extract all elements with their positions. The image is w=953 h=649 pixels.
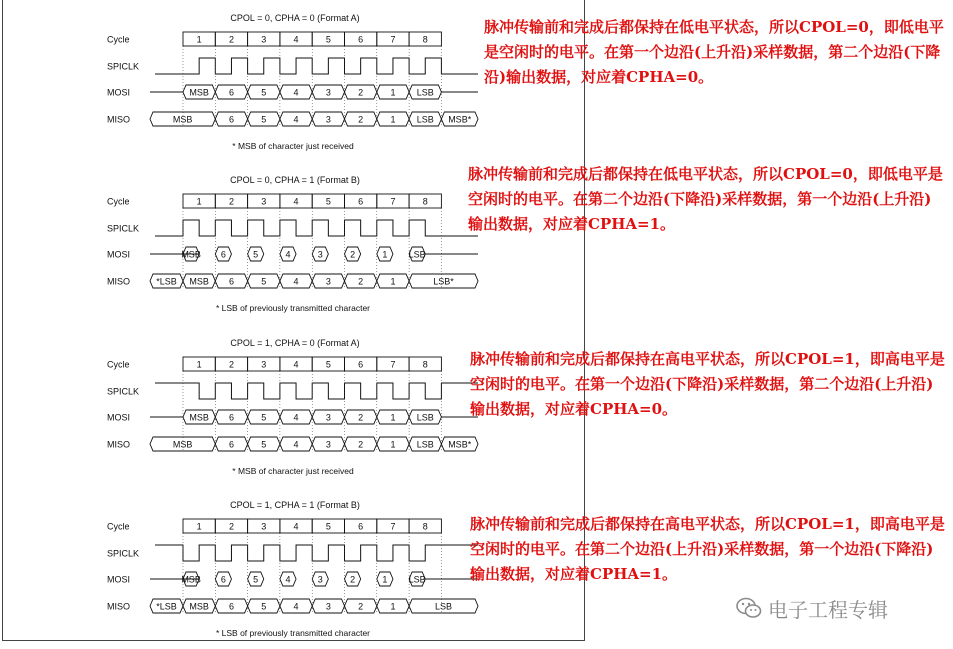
cycle-number: 2 [228,521,234,532]
signal-label-miso: MISO [107,114,131,125]
miso-bit-label: 4 [293,276,299,287]
miso-bit-label: 2 [358,276,364,287]
miso-extra-label: LSB* [433,276,454,287]
miso-bit-label: 1 [390,114,396,125]
diagram-title: CPOL = 0, CPHA = 0 (Format A) [230,13,360,23]
mosi-bit-label: 5 [261,87,267,98]
cycle-number: 5 [325,196,331,207]
cycle-number: 2 [228,196,234,207]
miso-extra-label: MSB* [448,439,472,450]
signal-label-miso: MISO [107,601,131,612]
miso-extra-label: LSB [435,601,453,612]
wechat-icon [736,597,762,619]
mosi-bit-label: 5 [261,412,267,423]
cycle-number: 3 [261,521,267,532]
mosi-bit-label: 2 [358,412,364,423]
miso-bit-label: LSB [416,114,434,125]
cycle-number: 2 [228,359,234,370]
mosi-bit-label: 6 [220,574,226,585]
cycle-number: 6 [358,359,364,370]
mosi-bit-label: MSB [181,249,201,260]
signal-label-cycle: Cycle [107,34,130,45]
miso-bit-label: 6 [228,276,234,287]
cycle-number: 5 [325,34,331,45]
miso-bit-label: LSB [416,439,434,450]
spiclk-waveform [155,545,478,561]
cycle-number: 4 [293,359,299,370]
mosi-bit-label: 3 [317,574,323,585]
mosi-bit-label: 6 [228,87,234,98]
signal-label-cycle: Cycle [107,521,130,532]
cycle-number: 1 [196,34,202,45]
signal-label-spiclk: SPICLK [107,386,140,397]
cycle-number: 8 [422,359,428,370]
cycle-number: 4 [293,196,299,207]
timing-diagram-1 [107,13,478,151]
signal-label-mosi: MOSI [107,412,131,423]
signal-label-mosi: MOSI [107,574,131,585]
miso-bit-label: MSB [172,114,193,125]
explanation-note-3: 脉冲传输前和完成后都保持在高电平状态，所以CPOL=1，即高电平是空闲时的电平。在第一个边沿(下降沿)采样数据，第二个边沿(上升沿)输出数据，对应着CPHA=0。 [470,350,945,418]
mosi-bit-label: LSB [408,249,426,260]
mosi-bit-label: 3 [325,412,331,423]
explanation-note-2: 脉冲传输前和完成后都保持在低电平状态，所以CPOL=0，即低电平是空闲时的电平。在第二个边沿(下降沿)采样数据，第一个边沿(上升沿)输出数据，对应着CPHA=1。 [468,165,943,233]
mosi-bit-label: 4 [285,249,291,260]
cycle-number: 4 [293,34,299,45]
diagram-footnote: * LSB of previously transmitted character [215,628,371,638]
cycle-number: 3 [261,34,267,45]
diagram-footnote: * LSB of previously transmitted character [215,303,371,313]
diagram-title: CPOL = 0, CPHA = 1 (Format B) [230,175,360,185]
miso-bit-label: 2 [358,439,364,450]
miso-bit-label: 3 [325,439,331,450]
miso-extra-label: *LSB [156,276,177,287]
cycle-number: 4 [293,521,299,532]
cycle-number: 1 [196,359,202,370]
miso-bit-label: 1 [390,439,396,450]
mosi-bit-label: LSB [416,412,434,423]
watermark-text: 电子工程专辑 [768,597,888,622]
cycle-number: 6 [358,196,364,207]
cycle-number: 7 [390,359,396,370]
cycle-number: 5 [325,521,331,532]
mosi-bit-label: 2 [358,87,364,98]
cycle-number: 6 [358,34,364,45]
timing-diagram-3 [107,338,478,476]
mosi-bit-label: 6 [220,249,226,260]
miso-bit-label: 5 [261,114,267,125]
spiclk-waveform [155,58,478,74]
miso-bit-label: 1 [390,276,396,287]
mosi-bit-label: 3 [317,249,323,260]
miso-bit-label: 4 [293,601,299,612]
cycle-number: 3 [261,359,267,370]
mosi-bit-label: 1 [382,574,388,585]
miso-bit-label: MSB [172,439,193,450]
diagram-footnote: * MSB of character just received [232,141,354,151]
miso-bit-label: 5 [261,276,267,287]
mosi-bit-label: 5 [253,574,259,585]
miso-bit-label: 4 [293,439,299,450]
mosi-bit-label: 2 [350,249,356,260]
signal-label-miso: MISO [107,276,131,287]
mosi-bit-label: 1 [390,87,396,98]
miso-bit-label: 3 [325,601,331,612]
signal-label-mosi: MOSI [107,249,131,260]
timing-diagram-2 [107,175,478,313]
cycle-number: 6 [358,521,364,532]
explanation-note-1: 脉冲传输前和完成后都保持在低电平状态，所以CPOL=0，即低电平是空闲时的电平。在第一个边沿(上升沿)采样数据，第二个边沿(下降沿)输出数据，对应着CPHA=0。 [484,18,944,86]
signal-label-spiclk: SPICLK [107,61,140,72]
timing-diagram-4 [107,500,478,638]
miso-bit-label: 2 [358,114,364,125]
miso-bit-label: 2 [358,601,364,612]
spiclk-waveform [155,220,478,236]
signal-label-miso: MISO [107,439,131,450]
signal-label-mosi: MOSI [107,87,131,98]
cycle-number: 7 [390,196,396,207]
miso-bit-label: 3 [325,276,331,287]
cycle-number: 8 [422,196,428,207]
explanation-note-4: 脉冲传输前和完成后都保持在高电平状态，所以CPOL=1，即高电平是空闲时的电平。在第二个边沿(上升沿)采样数据，第一个边沿(下降沿)输出数据，对应着CPHA=1。 [470,515,945,583]
miso-extra-label: MSB* [448,114,472,125]
mosi-bit-label: 4 [293,412,299,423]
mosi-bit-label: 3 [325,87,331,98]
mosi-bit-label: MSB [189,87,209,98]
miso-bit-label: 5 [261,601,267,612]
miso-bit-label: MSB [189,276,209,287]
miso-bit-label: 6 [228,601,234,612]
miso-bit-label: 4 [293,114,299,125]
mosi-bit-label: 2 [350,574,356,585]
mosi-bit-label: MSB [189,412,209,423]
diagram-footnote: * MSB of character just received [232,466,354,476]
signal-label-cycle: Cycle [107,359,130,370]
miso-bit-label: 6 [228,439,234,450]
watermark [736,594,888,622]
spiclk-waveform [155,383,478,399]
miso-bit-label: 1 [390,601,396,612]
diagram-title: CPOL = 1, CPHA = 0 (Format A) [230,338,360,348]
signal-label-cycle: Cycle [107,196,130,207]
miso-bit-label: 6 [228,114,234,125]
mosi-bit-label: 1 [390,412,396,423]
signal-label-spiclk: SPICLK [107,548,140,559]
miso-bit-label: 5 [261,439,267,450]
cycle-number: 8 [422,34,428,45]
signal-label-spiclk: SPICLK [107,223,140,234]
mosi-bit-label: 1 [382,249,388,260]
mosi-bit-label: MSB [181,574,201,585]
miso-bit-label: 3 [325,114,331,125]
cycle-number: 3 [261,196,267,207]
cycle-number: 7 [390,521,396,532]
mosi-bit-label: 5 [253,249,259,260]
cycle-number: 5 [325,359,331,370]
cycle-number: 1 [196,196,202,207]
cycle-number: 1 [196,521,202,532]
mosi-bit-label: 4 [293,87,299,98]
mosi-bit-label: LSB [408,574,426,585]
miso-extra-label: *LSB [156,601,177,612]
mosi-bit-label: 4 [285,574,291,585]
cycle-number: 8 [422,521,428,532]
miso-bit-label: MSB [189,601,209,612]
diagram-title: CPOL = 1, CPHA = 1 (Format B) [230,500,360,510]
mosi-bit-label: LSB [416,87,434,98]
cycle-number: 2 [228,34,234,45]
mosi-bit-label: 6 [228,412,234,423]
cycle-number: 7 [390,34,396,45]
